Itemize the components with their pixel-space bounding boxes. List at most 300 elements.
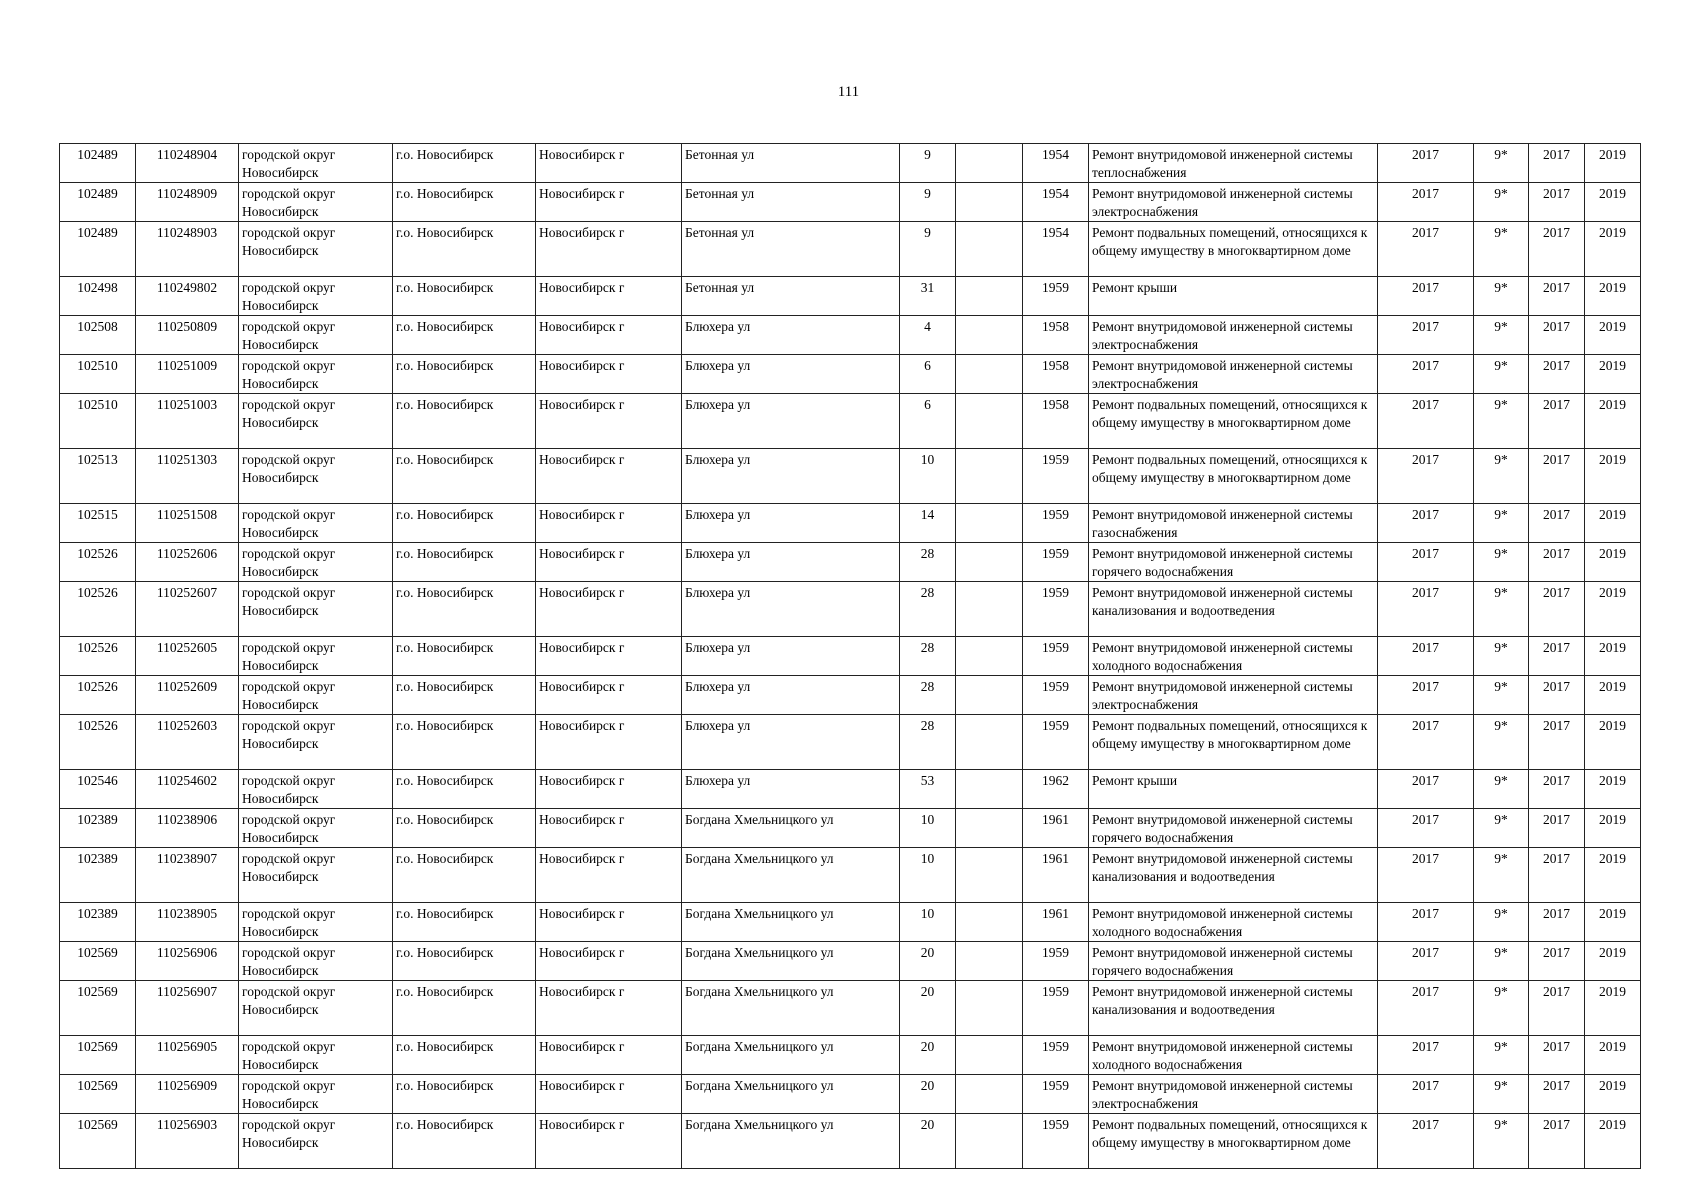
work-type-cell: Ремонт внутридомовой инженерной системы холодного водоснабжения <box>1089 637 1378 676</box>
district-cell: г.о. Новосибирск <box>393 903 536 942</box>
municipality-cell: городской округ Новосибирск <box>239 1075 393 1114</box>
work-code-cell: 110256907 <box>136 981 239 1036</box>
plan-year-cell: 2017 <box>1378 582 1474 637</box>
year-built-cell: 1954 <box>1023 144 1089 183</box>
district-cell: г.о. Новосибирск <box>393 676 536 715</box>
municipality-cell: городской округ Новосибирск <box>239 144 393 183</box>
table-row <box>60 277 1641 316</box>
start-year-cell: 2017 <box>1529 543 1585 582</box>
table-row <box>60 504 1641 543</box>
house-number-cell: 4 <box>900 316 956 355</box>
house-number-cell: 10 <box>900 848 956 903</box>
plan-year-cell: 2017 <box>1378 144 1474 183</box>
work-type-cell: Ремонт внутридомовой инженерной системы канализования и водоотведения <box>1089 582 1378 637</box>
end-year-cell: 2019 <box>1585 316 1641 355</box>
municipality-cell: городской округ Новосибирск <box>239 222 393 277</box>
district-cell: г.о. Новосибирск <box>393 144 536 183</box>
end-year-cell: 2019 <box>1585 848 1641 903</box>
year-built-cell: 1959 <box>1023 449 1089 504</box>
house-id-cell: 102569 <box>60 981 136 1036</box>
end-year-cell: 2019 <box>1585 355 1641 394</box>
house-number-cell: 10 <box>900 449 956 504</box>
house-number-cell: 20 <box>900 942 956 981</box>
year-built-cell: 1962 <box>1023 770 1089 809</box>
house-number-cell: 28 <box>900 582 956 637</box>
floors-cell: 9* <box>1474 183 1529 222</box>
start-year-cell: 2017 <box>1529 1036 1585 1075</box>
municipality-cell: городской округ Новосибирск <box>239 981 393 1036</box>
house-id-cell: 102513 <box>60 449 136 504</box>
start-year-cell: 2017 <box>1529 676 1585 715</box>
district-cell: г.о. Новосибирск <box>393 981 536 1036</box>
end-year-cell: 2019 <box>1585 981 1641 1036</box>
house-id-cell: 102546 <box>60 770 136 809</box>
municipality-cell: городской округ Новосибирск <box>239 942 393 981</box>
work-code-cell: 110256905 <box>136 1036 239 1075</box>
plan-year-cell: 2017 <box>1378 1114 1474 1169</box>
year-built-cell: 1954 <box>1023 222 1089 277</box>
building-cell <box>956 848 1023 903</box>
floors-cell: 9* <box>1474 809 1529 848</box>
floors-cell: 9* <box>1474 770 1529 809</box>
end-year-cell: 2019 <box>1585 183 1641 222</box>
district-cell: г.о. Новосибирск <box>393 543 536 582</box>
end-year-cell: 2019 <box>1585 144 1641 183</box>
start-year-cell: 2017 <box>1529 316 1585 355</box>
district-cell: г.о. Новосибирск <box>393 848 536 903</box>
locality-cell: Новосибирск г <box>536 222 682 277</box>
year-built-cell: 1959 <box>1023 543 1089 582</box>
street-cell: Бетонная ул <box>682 222 900 277</box>
table-row <box>60 637 1641 676</box>
house-number-cell: 10 <box>900 903 956 942</box>
street-cell: Блюхера ул <box>682 676 900 715</box>
work-code-cell: 110250809 <box>136 316 239 355</box>
plan-year-cell: 2017 <box>1378 903 1474 942</box>
work-code-cell: 110249802 <box>136 277 239 316</box>
locality-cell: Новосибирск г <box>536 981 682 1036</box>
work-code-cell: 110252605 <box>136 637 239 676</box>
house-number-cell: 9 <box>900 222 956 277</box>
start-year-cell: 2017 <box>1529 981 1585 1036</box>
table-row <box>60 355 1641 394</box>
locality-cell: Новосибирск г <box>536 183 682 222</box>
plan-year-cell: 2017 <box>1378 222 1474 277</box>
district-cell: г.о. Новосибирск <box>393 809 536 848</box>
year-built-cell: 1959 <box>1023 1114 1089 1169</box>
locality-cell: Новосибирск г <box>536 809 682 848</box>
floors-cell: 9* <box>1474 676 1529 715</box>
building-cell <box>956 355 1023 394</box>
work-code-cell: 110256906 <box>136 942 239 981</box>
work-code-cell: 110252603 <box>136 715 239 770</box>
work-code-cell: 110252607 <box>136 582 239 637</box>
building-cell <box>956 637 1023 676</box>
municipality-cell: городской округ Новосибирск <box>239 355 393 394</box>
district-cell: г.о. Новосибирск <box>393 316 536 355</box>
floors-cell: 9* <box>1474 1114 1529 1169</box>
locality-cell: Новосибирск г <box>536 449 682 504</box>
plan-year-cell: 2017 <box>1378 981 1474 1036</box>
start-year-cell: 2017 <box>1529 222 1585 277</box>
building-cell <box>956 715 1023 770</box>
plan-year-cell: 2017 <box>1378 1036 1474 1075</box>
municipality-cell: городской округ Новосибирск <box>239 504 393 543</box>
plan-year-cell: 2017 <box>1378 637 1474 676</box>
municipality-cell: городской округ Новосибирск <box>239 903 393 942</box>
table-row <box>60 394 1641 449</box>
end-year-cell: 2019 <box>1585 715 1641 770</box>
table-row <box>60 903 1641 942</box>
locality-cell: Новосибирск г <box>536 676 682 715</box>
end-year-cell: 2019 <box>1585 809 1641 848</box>
house-number-cell: 6 <box>900 355 956 394</box>
work-code-cell: 110256909 <box>136 1075 239 1114</box>
year-built-cell: 1961 <box>1023 848 1089 903</box>
street-cell: Богдана Хмельницкого ул <box>682 981 900 1036</box>
plan-year-cell: 2017 <box>1378 848 1474 903</box>
house-number-cell: 20 <box>900 1036 956 1075</box>
house-id-cell: 102526 <box>60 676 136 715</box>
district-cell: г.о. Новосибирск <box>393 1036 536 1075</box>
year-built-cell: 1959 <box>1023 637 1089 676</box>
work-code-cell: 110248909 <box>136 183 239 222</box>
building-cell <box>956 277 1023 316</box>
house-id-cell: 102489 <box>60 144 136 183</box>
street-cell: Богдана Хмельницкого ул <box>682 942 900 981</box>
locality-cell: Новосибирск г <box>536 942 682 981</box>
end-year-cell: 2019 <box>1585 676 1641 715</box>
street-cell: Блюхера ул <box>682 637 900 676</box>
start-year-cell: 2017 <box>1529 848 1585 903</box>
house-number-cell: 10 <box>900 809 956 848</box>
district-cell: г.о. Новосибирск <box>393 504 536 543</box>
work-type-cell: Ремонт внутридомовой инженерной системы горячего водоснабжения <box>1089 809 1378 848</box>
end-year-cell: 2019 <box>1585 449 1641 504</box>
house-number-cell: 28 <box>900 637 956 676</box>
floors-cell: 9* <box>1474 144 1529 183</box>
street-cell: Бетонная ул <box>682 144 900 183</box>
district-cell: г.о. Новосибирск <box>393 277 536 316</box>
start-year-cell: 2017 <box>1529 903 1585 942</box>
locality-cell: Новосибирск г <box>536 903 682 942</box>
building-cell <box>956 981 1023 1036</box>
end-year-cell: 2019 <box>1585 1036 1641 1075</box>
end-year-cell: 2019 <box>1585 543 1641 582</box>
district-cell: г.о. Новосибирск <box>393 942 536 981</box>
locality-cell: Новосибирск г <box>536 1075 682 1114</box>
street-cell: Блюхера ул <box>682 355 900 394</box>
table-row <box>60 942 1641 981</box>
house-id-cell: 102526 <box>60 637 136 676</box>
year-built-cell: 1954 <box>1023 183 1089 222</box>
table-row <box>60 222 1641 277</box>
building-cell <box>956 183 1023 222</box>
municipality-cell: городской округ Новосибирск <box>239 543 393 582</box>
start-year-cell: 2017 <box>1529 183 1585 222</box>
district-cell: г.о. Новосибирск <box>393 183 536 222</box>
municipality-cell: городской округ Новосибирск <box>239 848 393 903</box>
locality-cell: Новосибирск г <box>536 543 682 582</box>
work-type-cell: Ремонт подвальных помещений, относящихся к общему имуществу в многоквартирном доме <box>1089 1114 1378 1169</box>
house-id-cell: 102569 <box>60 1075 136 1114</box>
year-built-cell: 1958 <box>1023 355 1089 394</box>
locality-cell: Новосибирск г <box>536 277 682 316</box>
work-code-cell: 110248903 <box>136 222 239 277</box>
street-cell: Богдана Хмельницкого ул <box>682 1075 900 1114</box>
year-built-cell: 1959 <box>1023 504 1089 543</box>
start-year-cell: 2017 <box>1529 715 1585 770</box>
table-row <box>60 183 1641 222</box>
building-cell <box>956 144 1023 183</box>
locality-cell: Новосибирск г <box>536 1036 682 1075</box>
district-cell: г.о. Новосибирск <box>393 637 536 676</box>
end-year-cell: 2019 <box>1585 770 1641 809</box>
year-built-cell: 1961 <box>1023 903 1089 942</box>
district-cell: г.о. Новосибирск <box>393 582 536 637</box>
house-id-cell: 102498 <box>60 277 136 316</box>
work-code-cell: 110252609 <box>136 676 239 715</box>
locality-cell: Новосибирск г <box>536 144 682 183</box>
work-type-cell: Ремонт внутридомовой инженерной системы электроснабжения <box>1089 316 1378 355</box>
locality-cell: Новосибирск г <box>536 848 682 903</box>
table-row <box>60 144 1641 183</box>
table-row <box>60 848 1641 903</box>
table-row <box>60 715 1641 770</box>
end-year-cell: 2019 <box>1585 637 1641 676</box>
end-year-cell: 2019 <box>1585 1114 1641 1169</box>
street-cell: Богдана Хмельницкого ул <box>682 809 900 848</box>
building-cell <box>956 543 1023 582</box>
plan-year-cell: 2017 <box>1378 449 1474 504</box>
locality-cell: Новосибирск г <box>536 770 682 809</box>
building-cell <box>956 316 1023 355</box>
start-year-cell: 2017 <box>1529 1114 1585 1169</box>
locality-cell: Новосибирск г <box>536 355 682 394</box>
floors-cell: 9* <box>1474 981 1529 1036</box>
district-cell: г.о. Новосибирск <box>393 1075 536 1114</box>
district-cell: г.о. Новосибирск <box>393 449 536 504</box>
work-type-cell: Ремонт внутридомовой инженерной системы теплоснабжения <box>1089 144 1378 183</box>
end-year-cell: 2019 <box>1585 504 1641 543</box>
table-row <box>60 543 1641 582</box>
locality-cell: Новосибирск г <box>536 715 682 770</box>
house-id-cell: 102569 <box>60 1114 136 1169</box>
work-type-cell: Ремонт подвальных помещений, относящихся к общему имуществу в многоквартирном доме <box>1089 222 1378 277</box>
plan-year-cell: 2017 <box>1378 715 1474 770</box>
locality-cell: Новосибирск г <box>536 504 682 543</box>
locality-cell: Новосибирск г <box>536 582 682 637</box>
municipality-cell: городской округ Новосибирск <box>239 676 393 715</box>
work-type-cell: Ремонт подвальных помещений, относящихся к общему имуществу в многоквартирном доме <box>1089 449 1378 504</box>
municipality-cell: городской округ Новосибирск <box>239 1114 393 1169</box>
house-id-cell: 102489 <box>60 222 136 277</box>
work-code-cell: 110238907 <box>136 848 239 903</box>
house-id-cell: 102569 <box>60 942 136 981</box>
plan-year-cell: 2017 <box>1378 316 1474 355</box>
district-cell: г.о. Новосибирск <box>393 715 536 770</box>
house-id-cell: 102489 <box>60 183 136 222</box>
start-year-cell: 2017 <box>1529 582 1585 637</box>
street-cell: Богдана Хмельницкого ул <box>682 1036 900 1075</box>
work-code-cell: 110254602 <box>136 770 239 809</box>
floors-cell: 9* <box>1474 222 1529 277</box>
house-id-cell: 102526 <box>60 582 136 637</box>
house-number-cell: 28 <box>900 676 956 715</box>
building-cell <box>956 1114 1023 1169</box>
street-cell: Блюхера ул <box>682 715 900 770</box>
floors-cell: 9* <box>1474 582 1529 637</box>
work-code-cell: 110238906 <box>136 809 239 848</box>
plan-year-cell: 2017 <box>1378 942 1474 981</box>
table-row <box>60 1114 1641 1169</box>
plan-year-cell: 2017 <box>1378 277 1474 316</box>
municipality-cell: городской округ Новосибирск <box>239 582 393 637</box>
year-built-cell: 1959 <box>1023 277 1089 316</box>
house-id-cell: 102526 <box>60 715 136 770</box>
start-year-cell: 2017 <box>1529 637 1585 676</box>
end-year-cell: 2019 <box>1585 903 1641 942</box>
floors-cell: 9* <box>1474 394 1529 449</box>
house-id-cell: 102508 <box>60 316 136 355</box>
plan-year-cell: 2017 <box>1378 183 1474 222</box>
house-id-cell: 102389 <box>60 848 136 903</box>
house-number-cell: 20 <box>900 1114 956 1169</box>
street-cell: Блюхера ул <box>682 582 900 637</box>
end-year-cell: 2019 <box>1585 222 1641 277</box>
street-cell: Блюхера ул <box>682 316 900 355</box>
municipality-cell: городской округ Новосибирск <box>239 1036 393 1075</box>
work-type-cell: Ремонт подвальных помещений, относящихся к общему имуществу в многоквартирном доме <box>1089 715 1378 770</box>
year-built-cell: 1958 <box>1023 316 1089 355</box>
building-cell <box>956 676 1023 715</box>
municipality-cell: городской округ Новосибирск <box>239 277 393 316</box>
floors-cell: 9* <box>1474 1075 1529 1114</box>
house-id-cell: 102510 <box>60 355 136 394</box>
work-type-cell: Ремонт крыши <box>1089 770 1378 809</box>
house-number-cell: 20 <box>900 1075 956 1114</box>
floors-cell: 9* <box>1474 316 1529 355</box>
floors-cell: 9* <box>1474 277 1529 316</box>
building-cell <box>956 394 1023 449</box>
building-cell <box>956 582 1023 637</box>
house-number-cell: 31 <box>900 277 956 316</box>
municipality-cell: городской округ Новосибирск <box>239 449 393 504</box>
floors-cell: 9* <box>1474 903 1529 942</box>
street-cell: Бетонная ул <box>682 183 900 222</box>
end-year-cell: 2019 <box>1585 1075 1641 1114</box>
building-cell <box>956 942 1023 981</box>
building-cell <box>956 809 1023 848</box>
street-cell: Богдана Хмельницкого ул <box>682 848 900 903</box>
start-year-cell: 2017 <box>1529 277 1585 316</box>
end-year-cell: 2019 <box>1585 582 1641 637</box>
house-id-cell: 102389 <box>60 809 136 848</box>
table-row <box>60 676 1641 715</box>
end-year-cell: 2019 <box>1585 394 1641 449</box>
plan-year-cell: 2017 <box>1378 770 1474 809</box>
floors-cell: 9* <box>1474 449 1529 504</box>
building-cell <box>956 1075 1023 1114</box>
building-cell <box>956 222 1023 277</box>
plan-year-cell: 2017 <box>1378 355 1474 394</box>
year-built-cell: 1959 <box>1023 942 1089 981</box>
work-type-cell: Ремонт подвальных помещений, относящихся к общему имуществу в многоквартирном доме <box>1089 394 1378 449</box>
house-number-cell: 28 <box>900 715 956 770</box>
floors-cell: 9* <box>1474 355 1529 394</box>
plan-year-cell: 2017 <box>1378 504 1474 543</box>
work-code-cell: 110238905 <box>136 903 239 942</box>
start-year-cell: 2017 <box>1529 449 1585 504</box>
year-built-cell: 1959 <box>1023 1036 1089 1075</box>
floors-cell: 9* <box>1474 637 1529 676</box>
table-row <box>60 449 1641 504</box>
year-built-cell: 1959 <box>1023 981 1089 1036</box>
building-cell <box>956 770 1023 809</box>
work-type-cell: Ремонт внутридомовой инженерной системы горячего водоснабжения <box>1089 942 1378 981</box>
street-cell: Блюхера ул <box>682 543 900 582</box>
work-code-cell: 110252606 <box>136 543 239 582</box>
floors-cell: 9* <box>1474 504 1529 543</box>
building-cell <box>956 504 1023 543</box>
work-type-cell: Ремонт внутридомовой инженерной системы электроснабжения <box>1089 1075 1378 1114</box>
house-id-cell: 102510 <box>60 394 136 449</box>
table-row <box>60 1075 1641 1114</box>
end-year-cell: 2019 <box>1585 277 1641 316</box>
work-type-cell: Ремонт внутридомовой инженерной системы канализования и водоотведения <box>1089 848 1378 903</box>
floors-cell: 9* <box>1474 848 1529 903</box>
street-cell: Богдана Хмельницкого ул <box>682 903 900 942</box>
year-built-cell: 1959 <box>1023 715 1089 770</box>
year-built-cell: 1959 <box>1023 676 1089 715</box>
house-id-cell: 102569 <box>60 1036 136 1075</box>
work-type-cell: Ремонт внутридомовой инженерной системы электроснабжения <box>1089 355 1378 394</box>
street-cell: Блюхера ул <box>682 394 900 449</box>
district-cell: г.о. Новосибирск <box>393 1114 536 1169</box>
plan-year-cell: 2017 <box>1378 676 1474 715</box>
street-cell: Блюхера ул <box>682 770 900 809</box>
start-year-cell: 2017 <box>1529 144 1585 183</box>
year-built-cell: 1958 <box>1023 394 1089 449</box>
locality-cell: Новосибирск г <box>536 316 682 355</box>
floors-cell: 9* <box>1474 715 1529 770</box>
year-built-cell: 1959 <box>1023 582 1089 637</box>
start-year-cell: 2017 <box>1529 504 1585 543</box>
work-code-cell: 110251003 <box>136 394 239 449</box>
house-number-cell: 20 <box>900 981 956 1036</box>
building-cell <box>956 903 1023 942</box>
municipality-cell: городской округ Новосибирск <box>239 183 393 222</box>
page-number: 111 <box>837 84 860 100</box>
work-type-cell: Ремонт внутридомовой инженерной системы электроснабжения <box>1089 676 1378 715</box>
plan-year-cell: 2017 <box>1378 543 1474 582</box>
work-type-cell: Ремонт внутридомовой инженерной системы холодного водоснабжения <box>1089 903 1378 942</box>
year-built-cell: 1959 <box>1023 1075 1089 1114</box>
district-cell: г.о. Новосибирск <box>393 770 536 809</box>
year-built-cell: 1961 <box>1023 809 1089 848</box>
work-type-cell: Ремонт крыши <box>1089 277 1378 316</box>
street-cell: Блюхера ул <box>682 504 900 543</box>
municipality-cell: городской округ Новосибирск <box>239 715 393 770</box>
floors-cell: 9* <box>1474 543 1529 582</box>
registry-body <box>60 144 1641 1169</box>
plan-year-cell: 2017 <box>1378 809 1474 848</box>
municipality-cell: городской округ Новосибирск <box>239 637 393 676</box>
start-year-cell: 2017 <box>1529 809 1585 848</box>
work-code-cell: 110251009 <box>136 355 239 394</box>
table-row <box>60 809 1641 848</box>
work-type-cell: Ремонт внутридомовой инженерной системы холодного водоснабжения <box>1089 1036 1378 1075</box>
